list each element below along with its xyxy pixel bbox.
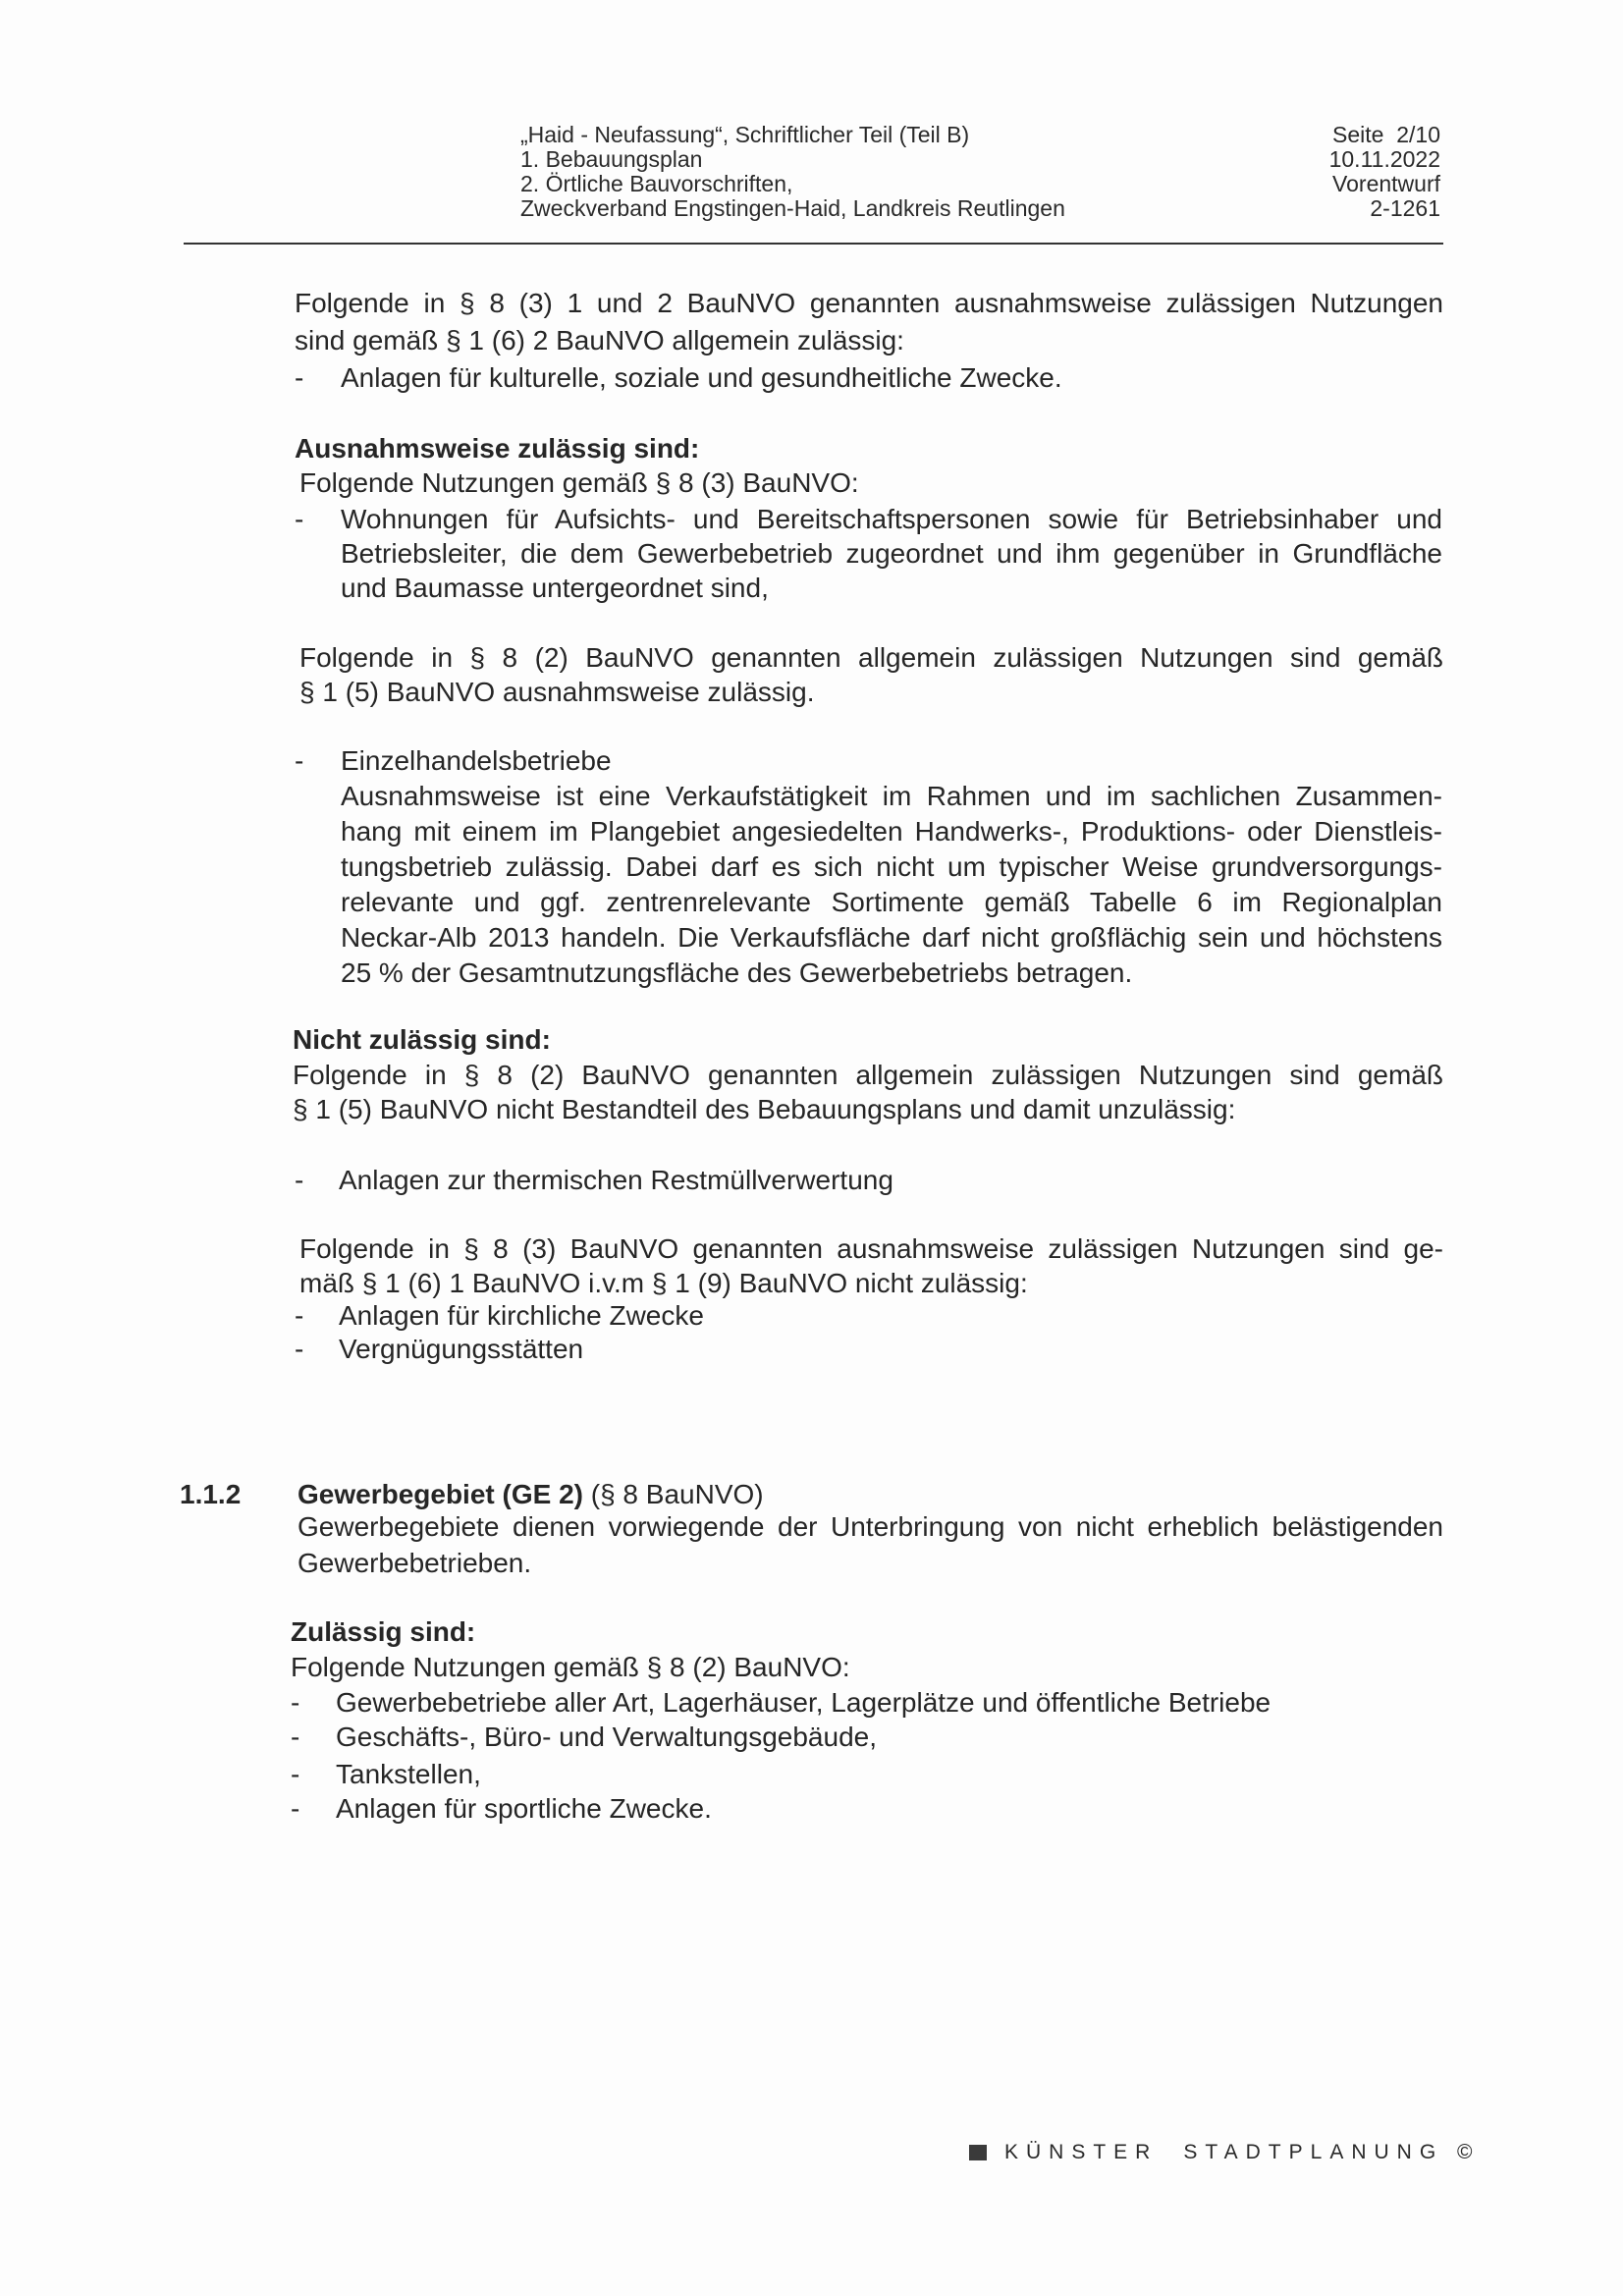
list-item-line: tungsbetrieb zulässig. Dabei darf es sich nicht um typischer Weise grundversorgungs- (341, 851, 1442, 882)
list-item-line: hang mit einem im Plangebiet angesiedelten Handwerks-, Produktions- oder Dienstleis- (341, 816, 1442, 847)
header-title: „Haid - Neufassung“, Schriftlicher Teil (Teil B) (520, 122, 970, 147)
list-dash: - (291, 1722, 300, 1752)
paragraph-line: Folgende in § 8 (2) BauNVO genannten allgemein zulässigen Nutzungen sind gemäß (299, 642, 1443, 673)
list-dash: - (295, 1334, 304, 1364)
list-item: Anlagen für sportliche Zwecke. (336, 1793, 712, 1824)
section-title (298, 1478, 764, 1511)
header-authority: Zweckverband Engstingen-Haid, Landkreis Reutlingen (520, 195, 1065, 221)
paragraph-line: mäß § 1 (6) 1 BauNVO i.v.m § 1 (9) BauNVO nicht zulässig: (299, 1268, 1028, 1298)
list-dash: - (295, 745, 304, 776)
list-item: Anlagen für kulturelle, soziale und gesundheitliche Zwecke. (341, 362, 1062, 393)
section-number: 1.1.2 (180, 1479, 242, 1509)
list-item: Gewerbebetriebe aller Art, Lagerhäuser, Lagerplätze und öffentliche Betriebe (336, 1687, 1271, 1718)
paragraph-line: Folgende in § 8 (3) BauNVO genannten ausnahmsweise zulässigen Nutzungen sind ge- (299, 1233, 1443, 1264)
list-dash: - (295, 362, 304, 393)
paragraph-line: Gewerbegebiete dienen vorwiegende der Unterbringung von nicht erheblich belästigenden (298, 1511, 1443, 1542)
header-rule (184, 243, 1443, 245)
list-dash: - (291, 1793, 300, 1824)
section-heading-permitted: Zulässig sind: (291, 1616, 476, 1647)
paragraph-line: Gewerbebetrieben. (298, 1548, 532, 1578)
list-item: Anlagen für kirchliche Zwecke (339, 1300, 704, 1331)
list-item: Geschäfts-, Büro- und Verwaltungsgebäude, (336, 1722, 878, 1752)
list-item: Vergnügungsstätten (339, 1334, 584, 1364)
list-dash: - (295, 1300, 304, 1331)
brand-square-icon (969, 2145, 987, 2160)
list-item-title: Einzelhandelsbetriebe (341, 745, 612, 776)
list-item: Anlagen zur thermischen Restmüllverwertung (339, 1165, 893, 1195)
page-number: Seite 2/10 (1332, 122, 1440, 147)
list-item-line: Betriebsleiter, die dem Gewerbebetrieb zugeordnet und ihm gegenüber in Grundfläche (341, 538, 1442, 569)
document-date: 10.11.2022 (1328, 146, 1440, 172)
list-dash: - (291, 1759, 300, 1789)
paragraph-line: sind gemäß § 1 (6) 2 BauNVO allgemein zulässig: (295, 325, 904, 355)
paragraph-line: Folgende Nutzungen gemäß § 8 (2) BauNVO: (291, 1652, 850, 1682)
list-item-line: Wohnungen für Aufsichts- und Bereitschaftspersonen sowie für Betriebsinhaber und (341, 504, 1442, 534)
section-title-bold: Gewerbegebiet (GE 2) (298, 1479, 583, 1509)
list-item-line: und Baumasse untergeordnet sind, (341, 573, 769, 603)
header-right (1329, 123, 1440, 221)
header-left (520, 123, 1065, 221)
list-item-line: relevante und ggf. zentrenrelevante Sortimente gemäß Tabelle 6 im Regionalplan (341, 887, 1442, 917)
footer-brand (969, 2141, 1480, 2164)
paragraph-line: Folgende Nutzungen gemäß § 8 (3) BauNVO: (299, 467, 859, 498)
paragraph-line: § 1 (5) BauNVO nicht Bestandteil des Bebauungsplans und damit unzulässig: (293, 1094, 1236, 1124)
document-status: Vorentwurf (1332, 171, 1440, 196)
paragraph-line: Folgende in § 8 (3) 1 und 2 BauNVO genannten ausnahmsweise zulässigen Nutzungen (295, 288, 1443, 318)
list-item: Tankstellen, (336, 1759, 481, 1789)
paragraph-line: § 1 (5) BauNVO ausnahmsweise zulässig. (299, 677, 815, 707)
section-heading-exceptional: Ausnahmsweise zulässig sind: (295, 433, 700, 464)
section-title-reference: (§ 8 BauNVO) (582, 1479, 764, 1509)
list-item-line: Neckar-Alb 2013 handeln. Die Verkaufsfläche darf nicht großflächig sein und höchstens (341, 922, 1442, 953)
list-dash: - (291, 1687, 300, 1718)
brand-name: KÜNSTER (1004, 2141, 1159, 2163)
list-dash: - (295, 504, 304, 534)
section-heading-not-permitted: Nicht zulässig sind: (293, 1024, 551, 1055)
list-dash: - (295, 1165, 304, 1195)
header-subtitle-2: 2. Örtliche Bauvorschriften, (520, 171, 793, 196)
brand-tagline: STADTPLANUNG © (1183, 2141, 1481, 2163)
paragraph-line: Folgende in § 8 (2) BauNVO genannten allgemein zulässigen Nutzungen sind gemäß (293, 1060, 1443, 1090)
header-subtitle-1: 1. Bebauungsplan (520, 146, 703, 172)
list-item-line: Ausnahmsweise ist eine Verkaufstätigkeit im Rahmen und im sachlichen Zusammen- (341, 781, 1442, 811)
list-item-line: 25 % der Gesamtnutzungsfläche des Gewerbebetriebs betragen. (341, 957, 1133, 988)
document-number: 2-1261 (1370, 195, 1440, 221)
